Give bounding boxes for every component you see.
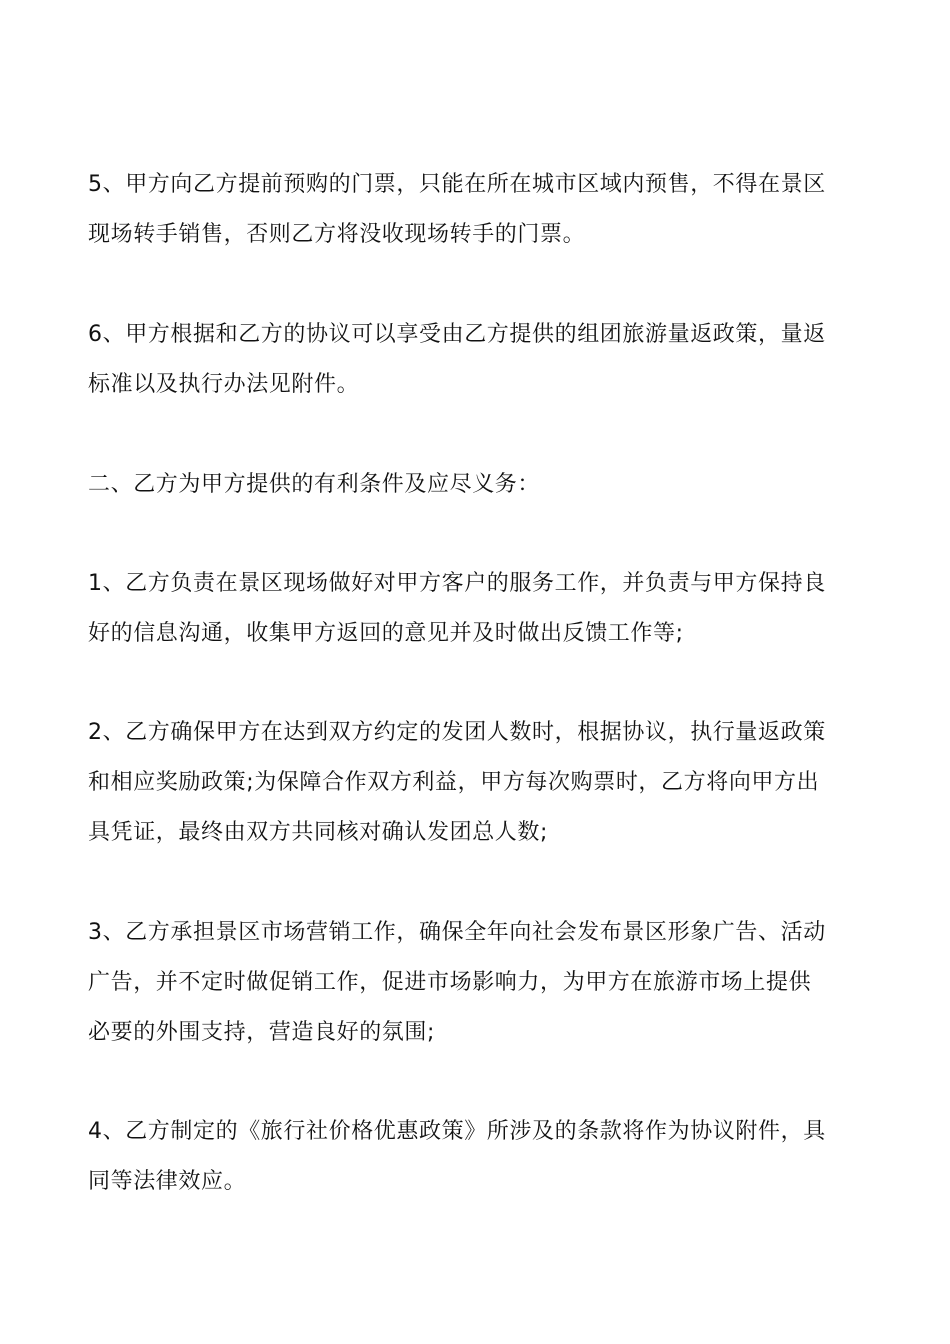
text-line: 必要的外围支持，营造良好的氛围;	[88, 1020, 436, 1045]
obligation-4-paragraph	[88, 1107, 866, 1207]
text-line: 5、甲方向乙方提前预购的门票，只能在所在城市区域内预售，不得在景区	[88, 172, 826, 197]
text-line: 标准以及执行办法见附件。	[88, 372, 360, 397]
text-line: 4、乙方制定的《旅行社价格优惠政策》所涉及的条款将作为协议附件，具	[88, 1119, 826, 1144]
text-line: 广告，并不定时做促销工作，促进市场影响力，为甲方在旅游市场上提供	[88, 970, 812, 995]
text-line: 3、乙方承担景区市场营销工作，确保全年向社会发布景区形象广告、活动	[88, 920, 826, 945]
clause-6-paragraph	[88, 310, 866, 410]
obligation-1-paragraph	[88, 559, 866, 659]
text-line: 6、甲方根据和乙方的协议可以享受由乙方提供的组团旅游量返政策，量返	[88, 322, 826, 347]
text-line: 同等法律效应。	[88, 1169, 247, 1194]
text-line: 和相应奖励政策;为保障合作双方利益，甲方每次购票时，乙方将向甲方出	[88, 770, 820, 795]
text-line: 现场转手销售，否则乙方将没收现场转手的门票。	[88, 222, 586, 247]
obligation-3-paragraph	[88, 908, 866, 1058]
text-line: 好的信息沟通，收集甲方返回的意见并及时做出反馈工作等;	[88, 621, 684, 646]
text-line: 具凭证，最终由双方共同核对确认发团总人数;	[88, 820, 549, 845]
obligation-2-paragraph	[88, 708, 866, 858]
heading-line: 二、乙方为甲方提供的有利条件及应尽义务：	[88, 472, 541, 497]
section-two-heading	[88, 460, 866, 510]
text-line: 1、乙方负责在景区现场做好对甲方客户的服务工作，并负责与甲方保持良	[88, 571, 826, 596]
text-line: 2、乙方确保甲方在达到双方约定的发团人数时，根据协议，执行量返政策	[88, 720, 826, 745]
clause-5-paragraph	[88, 160, 866, 260]
